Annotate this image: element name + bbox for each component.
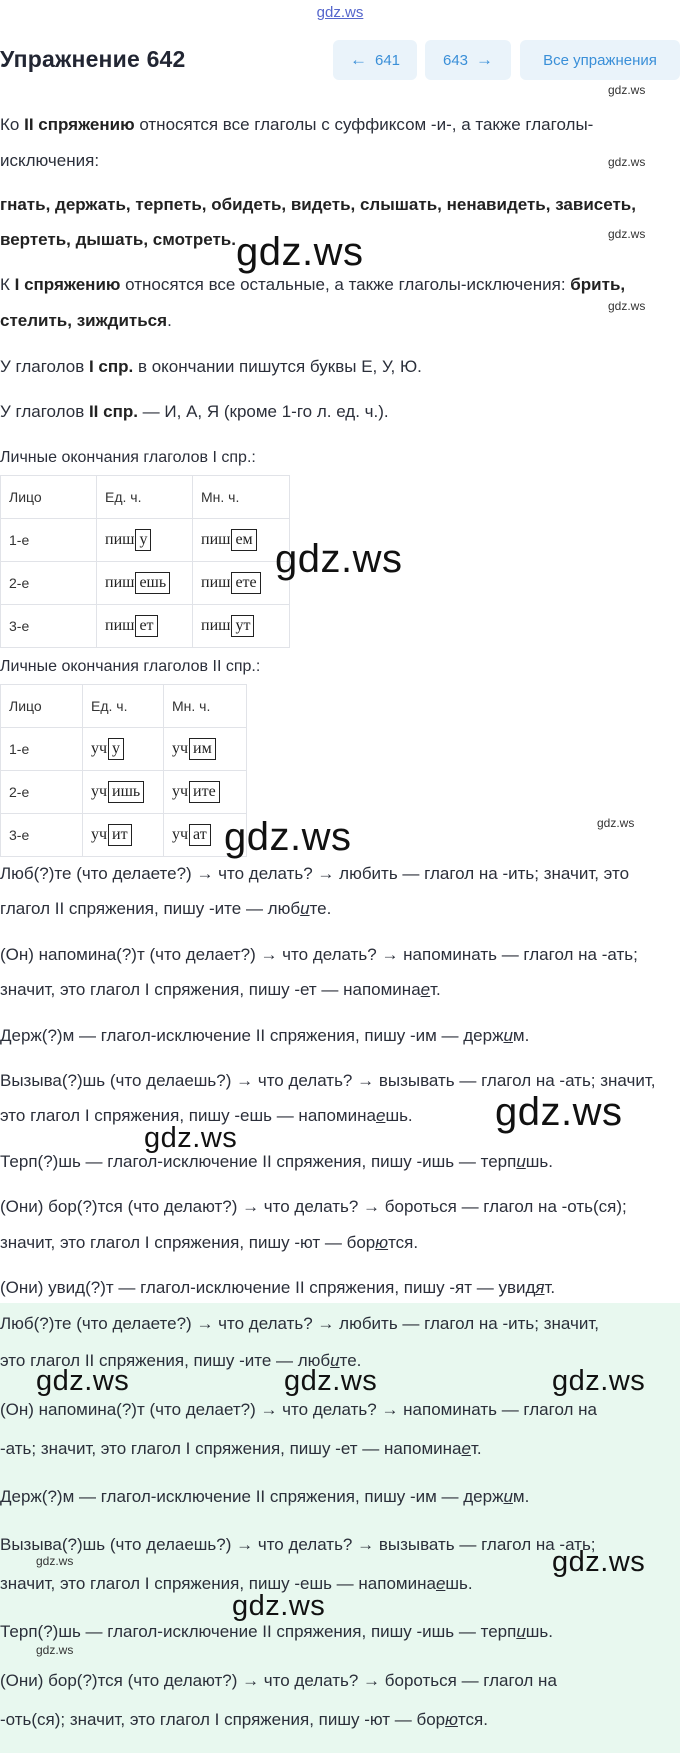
watermark: gdz.ws	[36, 1554, 74, 1568]
answer-line: Держ(?)м — глагол-исключение II спряжения, пишу -им — держим.	[0, 1487, 530, 1506]
watermark: gdz.ws	[608, 227, 646, 241]
watermark: gdz.ws	[275, 537, 403, 581]
analysis-line: это глагол I спряжения, пишу -ешь — напоминаешь.	[0, 1106, 413, 1125]
analysis-line: глагол II спряжения, пишу -ите — любите.	[0, 899, 332, 918]
singular-cell: пиш ет	[97, 605, 193, 648]
answer-line: -оть(ся); значит, это глагол I спряжения, пишу -ют — борются.	[0, 1710, 488, 1729]
header-cell: Лицо	[1, 685, 83, 728]
table-caption: Личные окончания глаголов I спр.:	[0, 449, 256, 466]
watermark: gdz.ws	[608, 155, 646, 169]
watermark: gdz.ws	[232, 1590, 326, 1622]
watermark: gdz.ws	[36, 1365, 130, 1397]
watermark: gdz.ws	[284, 1365, 378, 1397]
answer-line: Люб(?)те (что делаете?) → что делать? → любить — глагол на -ить; значит,	[0, 1314, 599, 1333]
arrow-right-icon: →	[476, 50, 494, 69]
analysis-line: Вызыва(?)шь (что делаешь?) → что делать? → вызывать — глагол на -ать; значит,	[0, 1071, 656, 1090]
person-cell: 1-е	[1, 519, 97, 562]
rule-line: исключения:	[0, 151, 100, 170]
rule-line: У глаголов II спр. — И, А, Я (кроме 1-го л. ед. ч.).	[0, 402, 389, 421]
person-cell: 2-е	[1, 562, 97, 605]
rule-line: стелить, зиждиться.	[0, 311, 172, 330]
answer-line: (Он) напомина(?)т (что делает?) → что делать? → напоминать — глагол на	[0, 1400, 598, 1419]
watermark: gdz.ws	[552, 1365, 646, 1397]
watermark: gdz.ws	[552, 1546, 646, 1578]
plural-cell: пиш ем	[193, 519, 290, 562]
answer-line: Терп(?)шь — глагол-исключение II спряжения, пишу -ишь — терпишь.	[0, 1622, 554, 1641]
watermark: gdz.ws	[608, 83, 646, 97]
singular-cell: пиш ешь	[97, 562, 193, 605]
all-exercises-button[interactable]	[520, 40, 680, 80]
prev-exercise-label: 641	[374, 51, 401, 69]
watermark: gdz.ws	[36, 1643, 74, 1657]
singular-cell: уч у	[83, 728, 164, 771]
table-header-row	[1, 476, 290, 519]
header-cell: Ед. ч.	[97, 476, 193, 519]
next-exercise-button[interactable]	[425, 40, 511, 80]
watermark: gdz.ws	[608, 299, 646, 313]
page-title: Упражнение 642	[0, 46, 186, 72]
analysis-line: значит, это глагол I спряжения, пишу -ет — напоминает.	[0, 980, 441, 999]
analysis-line: Терп(?)шь — глагол-исключение II спряжения, пишу -ишь — терпишь.	[0, 1152, 554, 1171]
header-cell: Ед. ч.	[83, 685, 164, 728]
header-cell: Лицо	[1, 476, 97, 519]
answer-line: (Они) бор(?)тся (что делают?) → что делать? → бороться — глагол на	[0, 1671, 557, 1690]
watermark: gdz.ws	[495, 1090, 623, 1134]
conjugation-table-1	[0, 475, 290, 648]
exceptions-list: гнать, держать, терпеть, обидеть, видеть, слышать, ненавидеть, зависеть,	[0, 195, 636, 214]
watermark: gdz.ws	[597, 816, 635, 830]
plural-cell: пиш ете	[193, 562, 290, 605]
answer-line: значит, это глагол I спряжения, пишу -ешь — напоминаешь.	[0, 1574, 473, 1593]
exceptions-list: вертеть, дышать, смотреть.	[0, 230, 236, 249]
analysis-line: Держ(?)м — глагол-исключение II спряжения, пишу -им — держим.	[0, 1026, 530, 1045]
person-cell: 3-е	[1, 605, 97, 648]
watermark: gdz.ws	[224, 815, 352, 859]
table-row	[1, 728, 247, 771]
conjugation-table-2	[0, 684, 247, 857]
rule-line: К I спряжению относятся все остальные, а также глаголы-исключения: брить,	[0, 275, 626, 294]
table-header-row	[1, 685, 247, 728]
answer-line: это глагол II спряжения, пишу -ите — любите.	[0, 1351, 362, 1370]
singular-cell: уч ит	[83, 814, 164, 857]
next-exercise-label: 643	[442, 51, 469, 69]
analysis-line: (Они) бор(?)тся (что делают?) → что делать? → бороться — глагол на -оть(ся);	[0, 1197, 627, 1216]
table-row	[1, 814, 247, 857]
plural-cell: уч ите	[164, 771, 247, 814]
table-row	[1, 605, 290, 648]
person-cell: 1-е	[1, 728, 83, 771]
analysis-line: (Они) увид(?)т — глагол-исключение II спряжения, пишу -ят — увидят.	[0, 1278, 556, 1297]
plural-cell: уч ат	[164, 814, 247, 857]
plural-cell: уч им	[164, 728, 247, 771]
answer-line: -ать; значит, это глагол I спряжения, пишу -ет — напоминает.	[0, 1439, 482, 1458]
watermark: gdz.ws	[236, 230, 364, 274]
person-cell: 3-е	[1, 814, 83, 857]
analysis-line: (Он) напомина(?)т (что делает?) → что делать? → напоминать — глагол на -ать;	[0, 945, 638, 964]
plural-cell: пиш ут	[193, 605, 290, 648]
arrow-left-icon: ←	[349, 50, 367, 69]
table-caption: Личные окончания глаголов II спр.:	[0, 658, 261, 675]
rule-line: У глаголов I спр. в окончании пишутся буквы Е, У, Ю.	[0, 357, 422, 376]
header-cell: Мн. ч.	[164, 685, 247, 728]
analysis-line: значит, это глагол I спряжения, пишу -ют — борются.	[0, 1233, 419, 1252]
answer-line: Вызыва(?)шь (что делаешь?) → что делать? → вызывать — глагол на -ать;	[0, 1535, 596, 1554]
watermark: gdz.ws	[144, 1122, 238, 1154]
all-exercises-label: Все упражнения	[543, 51, 657, 69]
singular-cell: уч ишь	[83, 771, 164, 814]
analysis-line: Люб(?)те (что делаете?) → что делать? → любить — глагол на -ить; значит, это	[0, 864, 630, 883]
header-cell: Мн. ч.	[193, 476, 290, 519]
prev-exercise-button[interactable]	[333, 40, 417, 80]
singular-cell: пиш у	[97, 519, 193, 562]
exercise-header	[0, 40, 680, 82]
site-logo[interactable]: gdz.ws	[316, 4, 364, 21]
person-cell: 2-е	[1, 771, 83, 814]
table-row	[1, 771, 247, 814]
rule-line: Ко II спряжению относятся все глаголы с суффиксом -и-, а также глаголы-	[0, 115, 594, 134]
table-row	[1, 562, 290, 605]
table-row	[1, 519, 290, 562]
